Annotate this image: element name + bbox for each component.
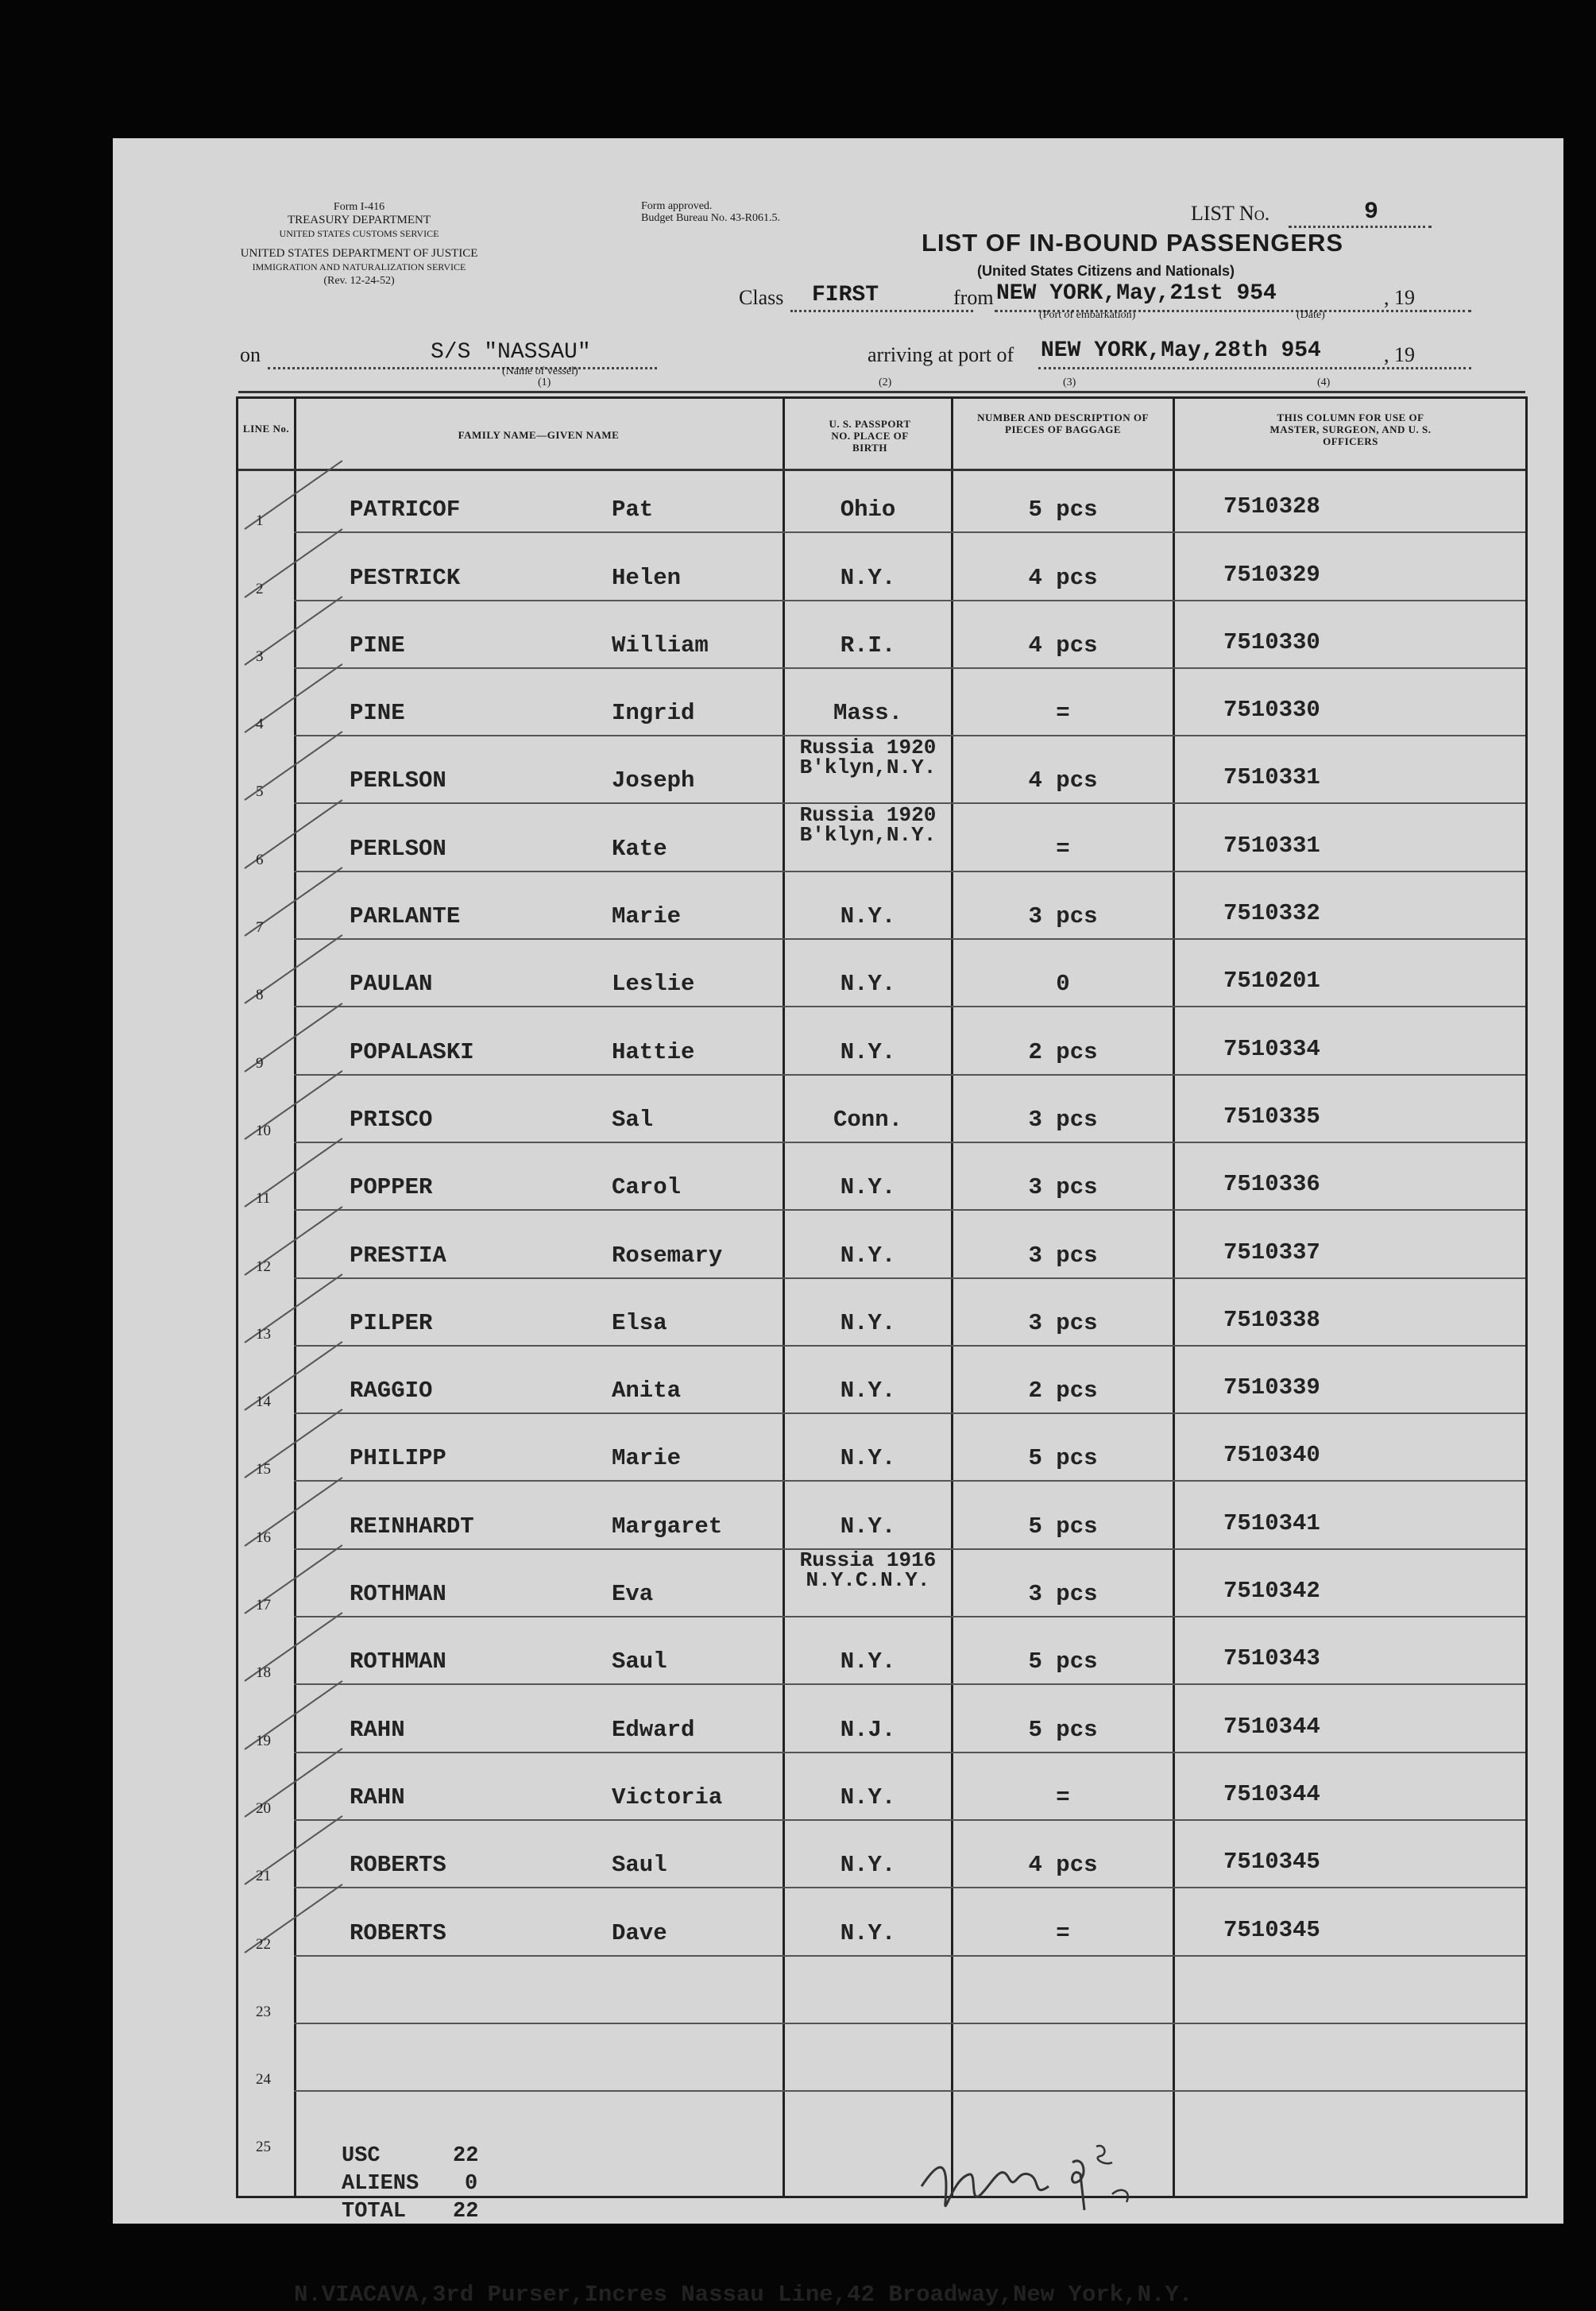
line-number: 24 bbox=[256, 2071, 271, 2089]
table-row bbox=[238, 538, 1525, 605]
baggage: 3 pcs bbox=[1028, 903, 1098, 930]
date-caption: (Date) bbox=[1297, 309, 1325, 321]
row-rule bbox=[294, 2023, 1525, 2024]
header-officers: THIS COLUMN FOR USE OF MASTER, SURGEON, AND U. S. OFFICERS bbox=[1269, 412, 1432, 447]
from-label: from bbox=[953, 286, 994, 309]
officer-number: 7510338 bbox=[1223, 1306, 1320, 1333]
officer-number: 7510331 bbox=[1223, 764, 1320, 791]
row-rule bbox=[294, 1955, 1525, 1957]
row-rule bbox=[294, 2090, 1525, 2092]
manifest-page bbox=[113, 138, 1563, 2308]
line-number: 21 bbox=[256, 1868, 271, 1885]
place-of-birth: N.Y. bbox=[840, 1783, 896, 1811]
line-number: 25 bbox=[256, 2139, 271, 2156]
officer-number: 7510335 bbox=[1223, 1103, 1320, 1130]
caption-4: (4) bbox=[1317, 377, 1331, 388]
total-label: TOTAL bbox=[342, 2200, 407, 2224]
list-no-value: 9 bbox=[1364, 199, 1379, 226]
handwritten-signature bbox=[914, 2131, 1152, 2242]
row-rule bbox=[294, 1616, 1525, 1617]
row-rule bbox=[294, 1480, 1525, 1482]
place-of-birth: N.Y. bbox=[840, 1038, 896, 1065]
line-number: 6 bbox=[256, 851, 264, 868]
line-number: 9 bbox=[256, 1054, 264, 1072]
place-of-birth: N.Y. bbox=[840, 564, 896, 591]
dept-justice: UNITED STATES DEPARTMENT OF JUSTICE bbox=[240, 247, 478, 260]
table-row bbox=[238, 1419, 1525, 1486]
baggage: 4 pcs bbox=[1028, 767, 1098, 794]
given-name: Carol bbox=[612, 1174, 682, 1201]
form-header-left bbox=[216, 200, 502, 288]
table-row bbox=[238, 1487, 1525, 1555]
baggage: = bbox=[1056, 835, 1070, 862]
place-of-birth: N.Y. bbox=[840, 1309, 896, 1336]
usc-label: USC bbox=[342, 2144, 381, 2168]
on-label: on bbox=[240, 343, 261, 366]
officer-number: 7510332 bbox=[1223, 900, 1320, 927]
row-rule bbox=[294, 600, 1525, 601]
form-number: Form I-416 bbox=[333, 201, 385, 213]
table-row bbox=[238, 2097, 1525, 2164]
baggage: 4 pcs bbox=[1028, 564, 1098, 591]
family-name: PERLSON bbox=[350, 767, 446, 794]
baggage: 4 pcs bbox=[1028, 1852, 1098, 1879]
place-of-birth: N.Y. bbox=[840, 1919, 896, 1946]
family-name: ROTHMAN bbox=[350, 1581, 446, 1608]
budget-bureau: Budget Bureau No. 43-R061.5. bbox=[641, 212, 780, 224]
table-row bbox=[238, 1961, 1525, 2029]
header-passport-birth: U. S. PASSPORT NO. PLACE OF BIRTH bbox=[829, 418, 911, 454]
row-rule bbox=[294, 1277, 1525, 1279]
baggage: 3 pcs bbox=[1028, 1174, 1098, 1201]
header-line-no: LINE No. bbox=[242, 423, 290, 435]
baggage: = bbox=[1056, 1919, 1070, 1946]
vessel-caption: (Name of vessel) bbox=[502, 365, 578, 377]
year-19-arriving: , 19 bbox=[1384, 343, 1415, 366]
given-name: Elsa bbox=[612, 1309, 667, 1336]
line-number: 5 bbox=[256, 783, 264, 801]
baggage: 5 pcs bbox=[1028, 1513, 1098, 1540]
header-baggage: NUMBER AND DESCRIPTION OF PIECES OF BAGGAGE bbox=[977, 412, 1149, 435]
baggage: 3 pcs bbox=[1028, 1106, 1098, 1133]
family-name: ROBERTS bbox=[350, 1852, 446, 1879]
row-rule bbox=[294, 1209, 1525, 1211]
place-of-birth: Conn. bbox=[833, 1106, 902, 1133]
row-rule bbox=[294, 938, 1525, 940]
family-name: PHILIPP bbox=[350, 1445, 446, 1472]
place-of-birth: N.J. bbox=[840, 1716, 896, 1743]
line-number: 8 bbox=[256, 987, 264, 1004]
given-name: Marie bbox=[612, 903, 682, 930]
page-title: LIST OF IN-BOUND PASSENGERS bbox=[922, 229, 1344, 257]
given-name: Leslie bbox=[612, 971, 695, 998]
place-of-birth: N.Y. bbox=[840, 971, 896, 998]
officer-number: 7510330 bbox=[1223, 628, 1320, 655]
table-row bbox=[238, 1690, 1525, 1757]
arriving-value: NEW YORK,May,28th 954 bbox=[1041, 338, 1321, 363]
officer-number: 7510341 bbox=[1223, 1509, 1320, 1536]
table-row bbox=[238, 1080, 1525, 1148]
table-row bbox=[238, 1893, 1525, 1961]
place-of-birth: Russia 1920 B'klyn,N.Y. bbox=[799, 802, 937, 847]
place-of-birth: N.Y. bbox=[840, 1174, 896, 1201]
header-family-name: FAMILY NAME—GIVEN NAME bbox=[458, 429, 620, 441]
line-number: 4 bbox=[256, 716, 264, 733]
place-of-birth: N.Y. bbox=[840, 1445, 896, 1472]
given-name: Anita bbox=[612, 1378, 682, 1405]
baggage: 5 pcs bbox=[1028, 1716, 1098, 1743]
officer-number: 7510340 bbox=[1223, 1442, 1320, 1469]
row-rule bbox=[294, 1683, 1525, 1685]
given-name: Helen bbox=[612, 564, 682, 591]
table-row bbox=[238, 1148, 1525, 1215]
officer-number: 7510336 bbox=[1223, 1171, 1320, 1198]
given-name: Edward bbox=[612, 1716, 695, 1743]
vessel-name: S/S "NASSAU" bbox=[431, 340, 591, 365]
line-number: 16 bbox=[256, 1528, 271, 1546]
officer-number: 7510345 bbox=[1223, 1916, 1320, 1943]
family-name: PARLANTE bbox=[350, 903, 461, 930]
given-name: Kate bbox=[612, 835, 667, 862]
officer-number: 7510331 bbox=[1223, 832, 1320, 859]
baggage: 0 bbox=[1056, 971, 1070, 998]
baggage: 3 pcs bbox=[1028, 1309, 1098, 1336]
line-number: 3 bbox=[256, 647, 264, 665]
row-rule bbox=[294, 1887, 1525, 1888]
table-row bbox=[238, 1215, 1525, 1283]
table-row bbox=[238, 735, 1525, 809]
place-of-birth: N.Y. bbox=[840, 1852, 896, 1879]
place-of-birth: R.I. bbox=[840, 632, 896, 659]
usc-value: 22 bbox=[453, 2144, 479, 2168]
row-rule bbox=[294, 1412, 1525, 1414]
given-name: Hattie bbox=[612, 1038, 695, 1065]
table-row bbox=[238, 674, 1525, 741]
line-number: 12 bbox=[256, 1258, 271, 1275]
family-name: PAULAN bbox=[350, 971, 433, 998]
table-row bbox=[238, 877, 1525, 945]
baggage: = bbox=[1056, 700, 1070, 727]
row-rule bbox=[294, 1819, 1525, 1821]
family-name: PRESTIA bbox=[350, 1242, 446, 1269]
row-rule bbox=[294, 531, 1525, 533]
passenger-table bbox=[236, 396, 1528, 2308]
table-row bbox=[238, 2029, 1525, 2097]
given-name: Victoria bbox=[612, 1783, 723, 1811]
place-of-birth: N.Y. bbox=[840, 1242, 896, 1269]
family-name: RAHN bbox=[350, 1783, 405, 1811]
line-number: 22 bbox=[256, 1935, 271, 1953]
family-name: PERLSON bbox=[350, 835, 446, 862]
line-number: 2 bbox=[256, 580, 264, 597]
baggage: 4 pcs bbox=[1028, 632, 1098, 659]
approval-block bbox=[641, 200, 780, 224]
year-19: , 19 bbox=[1384, 286, 1415, 309]
row-rule bbox=[294, 1345, 1525, 1347]
family-name: ROBERTS bbox=[350, 1919, 446, 1946]
baggage: 5 pcs bbox=[1028, 1648, 1098, 1675]
place-of-birth: N.Y. bbox=[840, 1513, 896, 1540]
caption-1: (1) bbox=[538, 377, 551, 388]
family-name: PESTRICK bbox=[350, 564, 461, 591]
line-number: 20 bbox=[256, 1799, 271, 1817]
caption-3: (3) bbox=[1063, 377, 1076, 388]
class-value: FIRST bbox=[812, 283, 879, 307]
family-name: REINHARDT bbox=[350, 1513, 474, 1540]
officer-number: 7510329 bbox=[1223, 561, 1320, 588]
line-number: 18 bbox=[256, 1664, 271, 1682]
officer-number: 7510344 bbox=[1223, 1713, 1320, 1740]
line-number: 11 bbox=[256, 1190, 271, 1208]
row-rule bbox=[294, 667, 1525, 669]
family-name: PILPER bbox=[350, 1309, 433, 1336]
table-row bbox=[238, 1758, 1525, 1826]
family-name: RAHN bbox=[350, 1716, 405, 1743]
line-number: 15 bbox=[256, 1461, 271, 1478]
family-name: PINE bbox=[350, 632, 405, 659]
table-row bbox=[238, 1548, 1525, 1622]
dept-justice-sub: IMMIGRATION AND NATURALIZATION SERVICE bbox=[252, 261, 466, 272]
revision: (Rev. 12-24-52) bbox=[323, 275, 395, 287]
place-of-birth: Russia 1916 N.Y.C.N.Y. bbox=[799, 1548, 937, 1593]
given-name: Saul bbox=[612, 1648, 667, 1675]
officer-number: 7510201 bbox=[1223, 968, 1320, 995]
officer-number: 7510344 bbox=[1223, 1780, 1320, 1807]
officer-number: 7510334 bbox=[1223, 1035, 1320, 1062]
table-row bbox=[238, 470, 1525, 538]
given-name: Eva bbox=[612, 1581, 654, 1608]
baggage: 5 pcs bbox=[1028, 1445, 1098, 1472]
caption-2: (2) bbox=[879, 377, 892, 388]
form-approved: Form approved. bbox=[641, 200, 713, 212]
given-name: Ingrid bbox=[612, 700, 695, 727]
line-number: 1 bbox=[256, 512, 264, 530]
baggage: 3 pcs bbox=[1028, 1581, 1098, 1608]
officer-number: 7510345 bbox=[1223, 1849, 1320, 1876]
given-name: Rosemary bbox=[612, 1242, 723, 1269]
place-of-birth: N.Y. bbox=[840, 1648, 896, 1675]
baggage: 5 pcs bbox=[1028, 497, 1098, 524]
place-of-birth: Mass. bbox=[833, 700, 902, 727]
given-name: Saul bbox=[612, 1852, 667, 1879]
from-value: NEW YORK,May,21st 954 bbox=[996, 281, 1277, 306]
given-name: Sal bbox=[612, 1106, 654, 1133]
place-of-birth: Russia 1920 B'klyn,N.Y. bbox=[799, 735, 937, 779]
family-name: POPALASKI bbox=[350, 1038, 474, 1065]
table-row bbox=[238, 606, 1525, 674]
dept-treasury-sub: UNITED STATES CUSTOMS SERVICE bbox=[279, 228, 439, 239]
officer-number: 7510339 bbox=[1223, 1374, 1320, 1401]
table-row bbox=[238, 1284, 1525, 1351]
purser-footer: N.VIACAVA,3rd Purser,Incres Nassau Line,42 Broadway,New York,N.Y. bbox=[294, 2282, 1193, 2308]
dept-treasury: TREASURY DEPARTMENT bbox=[287, 214, 431, 226]
place-of-birth: N.Y. bbox=[840, 1378, 896, 1405]
family-name: PINE bbox=[350, 700, 405, 727]
given-name: Dave bbox=[612, 1919, 667, 1946]
table-row bbox=[238, 1351, 1525, 1419]
total-value: 22 bbox=[453, 2200, 479, 2224]
given-name: Joseph bbox=[612, 767, 695, 794]
row-rule bbox=[294, 871, 1525, 872]
class-label: Class bbox=[739, 286, 784, 309]
list-no-label: LIST No. bbox=[1191, 202, 1270, 225]
officer-number: 7510337 bbox=[1223, 1239, 1320, 1266]
aliens-label: ALIENS bbox=[342, 2172, 419, 2196]
line-number: 7 bbox=[256, 919, 264, 937]
table-row bbox=[238, 945, 1525, 1012]
given-name: William bbox=[612, 632, 709, 659]
line-number: 13 bbox=[256, 1325, 271, 1343]
table-row bbox=[238, 1012, 1525, 1080]
officer-number: 7510330 bbox=[1223, 697, 1320, 724]
place-of-birth: Ohio bbox=[840, 497, 896, 524]
place-of-birth: N.Y. bbox=[840, 903, 896, 930]
given-name: Margaret bbox=[612, 1513, 723, 1540]
baggage: 3 pcs bbox=[1028, 1242, 1098, 1269]
table-row bbox=[238, 802, 1525, 877]
family-name: RAGGIO bbox=[350, 1378, 433, 1405]
baggage: = bbox=[1056, 1783, 1070, 1811]
aliens-value: 0 bbox=[465, 2172, 478, 2196]
family-name: ROTHMAN bbox=[350, 1648, 446, 1675]
family-name: POPPER bbox=[350, 1174, 433, 1201]
officer-number: 7510343 bbox=[1223, 1645, 1320, 1672]
row-rule bbox=[294, 1752, 1525, 1753]
given-name: Pat bbox=[612, 497, 654, 524]
page-subtitle: (United States Citizens and Nationals) bbox=[977, 263, 1235, 279]
line-number: 23 bbox=[256, 2003, 271, 2020]
family-name: PATRICOF bbox=[350, 497, 461, 524]
baggage: 2 pcs bbox=[1028, 1038, 1098, 1065]
line-number: 14 bbox=[256, 1393, 271, 1411]
line-number: 19 bbox=[256, 1732, 271, 1749]
arriving-label: arriving at port of bbox=[868, 343, 1014, 366]
given-name: Marie bbox=[612, 1445, 682, 1472]
table-row bbox=[238, 1622, 1525, 1690]
row-rule bbox=[294, 1074, 1525, 1076]
officer-number: 7510328 bbox=[1223, 493, 1320, 520]
officer-number: 7510342 bbox=[1223, 1578, 1320, 1605]
line-number: 17 bbox=[256, 1597, 271, 1614]
baggage: 2 pcs bbox=[1028, 1378, 1098, 1405]
row-rule bbox=[294, 1142, 1525, 1143]
table-row bbox=[238, 1826, 1525, 1893]
line-number: 10 bbox=[256, 1122, 271, 1139]
port-embarkation-caption: (Port of embarkation) bbox=[1039, 309, 1136, 321]
row-rule bbox=[294, 1006, 1525, 1007]
family-name: PRISCO bbox=[350, 1106, 433, 1133]
